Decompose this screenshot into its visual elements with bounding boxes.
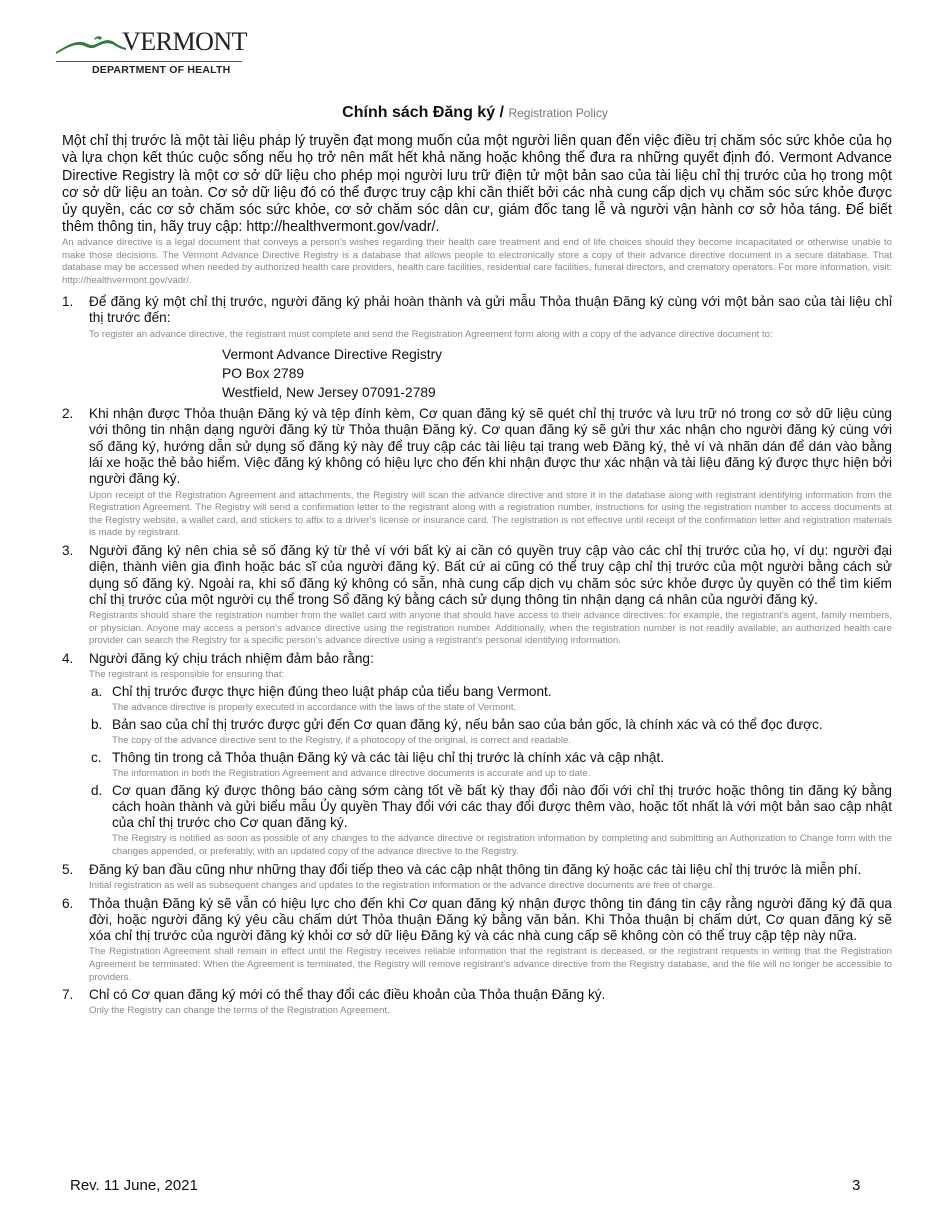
sub-item-letter: c. — [91, 749, 102, 765]
sub-item — [89, 717, 892, 748]
policy-list — [62, 294, 892, 1018]
page-title — [0, 104, 950, 122]
item-text-english: Initial registration as well as subsequent changes and updates to the registration information or the advance directive documents are free of charge. — [89, 879, 716, 891]
mountain-logo-icon — [56, 32, 126, 58]
policy-content — [62, 133, 892, 1021]
policy-item — [62, 406, 892, 540]
policy-item — [62, 294, 892, 402]
sub-item — [89, 684, 892, 715]
title-english: Registration Policy — [508, 106, 608, 120]
title-vietnamese: Chính sách Đăng ký / — [342, 104, 504, 121]
mailing-address — [222, 345, 892, 402]
item-number: 6. — [62, 895, 74, 911]
intro-vietnamese: Một chỉ thị trước là một tài liệu pháp lý truyền đạt mong muốn của một người liên quan đến việc điều trị chăm sóc sức khỏe của họ và lựa chọn kết thúc cuộc sống nếu họ trở nên mất hết khả năng hoặc không thể đưa ra những quyết định đó. Vermont Advance Directive Registry là một cơ sở dữ liệu cho phép mọi người lưu trữ điện tử một bản sao của tài liệu chỉ thị trước của họ trong một cơ sở dữ liệu an toàn. Cơ sở dữ liệu đó có thể được truy cập khi cần thiết bởi các nhà cung cấp dịch vụ chăm sóc sức khỏe được ủy quyền, các cơ sở chăm sóc sức khỏe, cơ sở chăm sóc dân cư, giám đốc tang lễ và người vận hành cơ sở hỏa táng. Để biết thêm thông tin, hãy truy cập: http://healthvermont.gov/vadr/. — [62, 133, 892, 236]
item-number: 2. — [62, 406, 74, 422]
sub-item-text-english: The advance directive is properly executed in accordance with the laws of the state of Vermont. — [112, 702, 517, 714]
sub-item-letter: d. — [91, 782, 103, 798]
item-text-vietnamese: Chỉ có Cơ quan đăng ký mới có thể thay đổi các điều khoản của Thỏa thuận Đăng ký. — [89, 987, 606, 1003]
item-text-english: Upon receipt of the Registration Agreement and attachments, the Registry will scan the advance directive and store it in the database along with registrant identifying information from the Registration Agreement. The Registry will send a confirmation letter to the registrant along with a registration number, instructions for using the registration number to access documents at the Registry website, a wallet card, and stickers to affix to a driver’s license or insurance card. The registration is not effective until receipt of the confirmation letter and registration materials is made by registrant. — [89, 489, 892, 539]
item-text-english: Only the Registry can change the terms of the Registration Agreement. — [89, 1005, 390, 1017]
item-number: 5. — [62, 861, 74, 877]
item-text-english: Registrants should share the registration number from the wallet card with anyone that should have access to their advance directives: for example, the registrant’s agent, family members, or physician. Anyone may access a person’s advance directive using the registration number. Additionally, when the registration number is not readily available, an authorized health care provider can search the Registry for a specific person’s advance directive using a registrant’s personal identifying information. — [89, 610, 892, 647]
sub-item — [89, 750, 892, 781]
item-number: 4. — [62, 650, 74, 666]
item-text-vietnamese: Người đăng ký nên chia sẻ số đăng ký từ thẻ ví với bất kỳ ai cần có quyền truy cập vào các chỉ thị trước của họ, ví dụ: người đại diện, thành viên gia đình hoặc bác sĩ của người đăng ký. Bất cứ ai cũng có thể truy cập chỉ thị trước của một người bằng cách sử dụng số đăng ký. Ngoài ra, khi số đăng ký không có sẵn, nhà cung cấp dịch vụ chăm sóc sức khỏe được ủy quyền có thể tìm kiếm chỉ thị trước của một người cụ thể trong Sổ đăng ký bằng cách sử dụng thông tin nhận dạng cá nhân của người đăng ký. — [89, 543, 892, 607]
policy-item — [62, 896, 892, 985]
sub-item-text-english: The Registry is notified as soon as possible of any changes to the advance directive or registration information by completing and submitting an Authorization to Change form with the changes appended, or preferably, with an updated copy of the advance directive to the Registry. — [112, 833, 892, 858]
sub-item — [89, 783, 892, 859]
address-line: Westfield, New Jersey 07091-2789 — [222, 385, 436, 401]
address-line: PO Box 2789 — [222, 366, 305, 382]
item-text-vietnamese: Người đăng ký chịu trách nhiệm đảm bảo rằng: — [89, 650, 374, 666]
sub-item-letter: a. — [91, 683, 103, 699]
item-number: 7. — [62, 987, 74, 1003]
policy-item — [62, 862, 892, 893]
logo-wordmark: VERMONT — [122, 27, 248, 56]
sub-item-text-vietnamese: Cơ quan đăng ký được thông báo càng sớm càng tốt về bất kỳ thay đổi nào đối với chỉ thị trước hoặc thông tin đăng ký bằng cách hoàn thành và gửi biểu mẫu Ủy quyền Thay đổi với các thay đổi được thêm vào, hoặc tốt nhất là với một bản sao cập nhật của chỉ thị trước cho Cơ quan đăng ký. — [112, 782, 892, 831]
item-text-english: To register an advance directive, the registrant must complete and send the Registration Agreement form along with a copy of the advance directive document to: — [89, 328, 773, 340]
item-text-english: The Registration Agreement shall remain in effect until the Registry receives reliable information that the registrant is deceased, or the registrant requests in writing that the Registration Agreement be terminated. When the Agreement is terminated, the Registry will remove registrant’s advance directive from the Registry database, and the file will no longer be accessible to providers. — [89, 946, 892, 983]
item-text-vietnamese: Khi nhận được Thỏa thuận Đăng ký và tệp đính kèm, Cơ quan đăng ký sẽ quét chỉ thị trước và lưu trữ nó trong cơ sở dữ liệu cùng với thông tin nhận dạng người đăng ký từ Thỏa thuận Đăng ký. Cơ quan đăng ký sẽ gửi thư xác nhận cho người đăng ký cùng với số đăng ký, hướng dẫn sử dụng số đăng ký này để truy cập các tài liệu tại trang web Đăng ký, thẻ ví và nhãn dán để dán vào bằng lái xe hoặc thẻ bảo hiểm. Việc đăng ký không có hiệu lực cho đến khi nhận được thư xác nhận và tài liệu đăng ký được thực hiện bởi người đăng ký. — [89, 406, 892, 487]
item-text-vietnamese: Để đăng ký một chỉ thị trước, người đăng ký phải hoàn thành và gửi mẫu Thỏa thuận Đăng ký cùng với một bản sao của tài liệu chỉ thị trước đến: — [89, 293, 892, 326]
policy-item — [62, 987, 892, 1018]
item-text-vietnamese: Thỏa thuận Đăng ký sẽ vẫn có hiệu lực cho đến khi Cơ quan đăng ký nhận được thông tin đáng tin cậy rằng người đăng ký đã qua đời, hoặc người đăng ký yêu cầu chấm dứt Thỏa thuận Đăng ký bằng văn bản. Khi Thỏa thuận bị chấm dứt, Cơ quan đăng ký sẽ xóa chỉ thị trước của người đăng ký khỏi cơ sở dữ liệu Đăng ký và các nhà cung cấp sẽ không còn có thể truy cập tệp này nữa. — [89, 895, 892, 944]
sub-item-text-vietnamese: Thông tin trong cả Thỏa thuận Đăng ký và các tài liệu chỉ thị trước là chính xác và cập nhật. — [112, 749, 665, 765]
policy-item — [62, 543, 892, 648]
item-text-vietnamese: Đăng ký ban đầu cũng như những thay đổi tiếp theo và các cập nhật thông tin đăng ký hoặc các tài liệu chỉ thị trước là miễn phí. — [89, 861, 862, 877]
item-number: 3. — [62, 543, 74, 559]
page-number: 3 — [852, 1177, 861, 1194]
revision-date: Rev. 11 June, 2021 — [70, 1177, 198, 1194]
sub-item-text-vietnamese: Chỉ thị trước được thực hiện đúng theo luật pháp của tiểu bang Vermont. — [112, 683, 552, 699]
responsibility-sublist — [89, 684, 892, 859]
address-line: Vermont Advance Directive Registry — [222, 347, 443, 363]
intro-english: An advance directive is a legal document that conveys a person’s wishes regarding their health care treatment and end of life choices should they become incapacitated or otherwise unable to make those decisions. The Vermont Advance Directive Registry is a database that allows people to electronically store a copy of their advance directive document in a secure database. That database may be accessed when needed by authorized health care providers, health care facilities, residential care facilities, funeral directors, and crematory operators. For more information, visit: http://healthvermont.gov/vadr/. — [62, 236, 892, 287]
sub-item-letter: b. — [91, 716, 103, 732]
logo-divider — [56, 61, 242, 62]
logo-department: DEPARTMENT OF HEALTH — [92, 64, 231, 76]
item-text-english: The registrant is responsible for ensuring that: — [89, 669, 285, 681]
sub-item-text-english: The information in both the Registration Agreement and advance directive documents is accurate and up to date. — [112, 767, 591, 779]
vermont-health-logo — [56, 27, 248, 80]
item-number: 1. — [62, 293, 74, 309]
sub-item-text-english: The copy of the advance directive sent to the Registry, if a photocopy of the original, is correct and readable. — [112, 735, 571, 747]
sub-item-text-vietnamese: Bản sao của chỉ thị trước được gửi đến Cơ quan đăng ký, nếu bản sao của bản gốc, là chính xác và có thể đọc được. — [112, 716, 823, 732]
policy-item — [62, 651, 892, 859]
